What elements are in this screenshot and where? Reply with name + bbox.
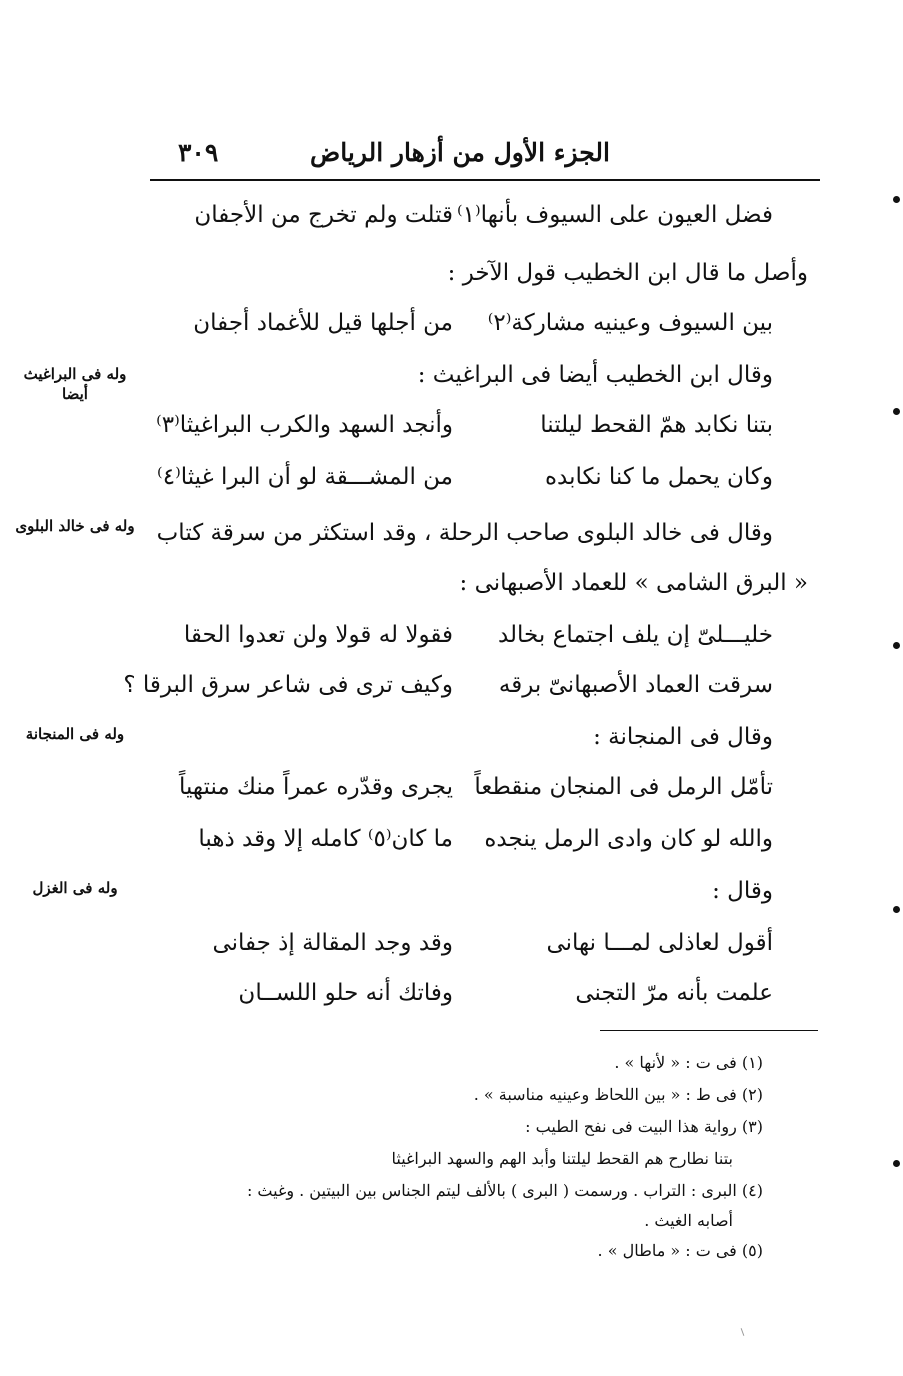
binding-hole-mark	[893, 1160, 900, 1167]
page-header	[150, 138, 820, 178]
verse-hemistich-2: وكيف ترى فى شاعر سرق البرقا ؟	[123, 672, 453, 698]
verse-hemistich-1: فضل العيون على السيوف بأنها⁽١⁾	[457, 202, 773, 228]
binding-hole-mark	[893, 906, 900, 913]
footnote: (٥) فى ت : « ماطال » .	[597, 1241, 763, 1260]
footnote: (٣) رواية هذا البيت فى نفح الطيب :	[525, 1117, 763, 1136]
verse-hemistich-2: قتلت ولم تخرج من الأجفان	[194, 202, 453, 228]
verse-hemistich-1: سرقت العماد الأصبهانىّ برقه	[498, 672, 773, 698]
verse-hemistich-1: بتنا نكابد همّ القحط ليلتنا	[540, 412, 773, 438]
prose-line: وقال فى خالد البلوى صاحب الرحلة ، وقد استكثر من سرقة كتاب	[156, 520, 773, 546]
binding-hole-mark	[893, 196, 900, 203]
verse-hemistich-1: أقول لعاذلى لمـــا نهانى	[546, 930, 773, 956]
prose-line: وقال ابن الخطيب أيضا فى البراغيث :	[417, 362, 773, 388]
verse-hemistich-2: فقولا له قولا ولن تعدوا الحقا	[183, 622, 453, 648]
verse-hemistich-1: خليـــلىّ إن يلف اجتماع بخالد	[497, 622, 773, 648]
prose-line: وقال :	[712, 878, 773, 904]
footnote-verse: بتنا نطارح هم القحط ليلتنا وأبد الهم والسهد البراغيثا	[391, 1149, 733, 1168]
page-number: ٣٠٩	[178, 138, 219, 167]
verse-hemistich-1: علمت بأنه مرّ التجنى	[575, 980, 773, 1006]
verse-hemistich-2: وقد وجد المقالة إذ جفانى	[212, 930, 453, 956]
header-rule	[150, 179, 820, 181]
verse-hemistich-2: يجرى وقدّره عمراً منك منتهياً	[178, 774, 453, 800]
footnote: (٤) البرى : التراب . ورسمت ( البرى ) بالألف ليتم الجناس بين البيتين . وغيث :	[246, 1181, 763, 1200]
prose-line: وقال فى المنجانة :	[593, 724, 773, 750]
verse-hemistich-2: من المشـــقة لو أن البرا غيثا⁽٤⁾	[157, 464, 453, 490]
verse-hemistich-2: وأنجد السهد والكرب البراغيثا⁽٣⁾	[156, 412, 453, 438]
verse-hemistich-1: تأمّل الرمل فى المنجان منقطعاً	[474, 774, 773, 800]
margin-note: وله فى خالد البلوى	[15, 517, 135, 535]
footnote: (٢) فى ط : « بين اللحاظ وعينيه مناسبة » .	[473, 1085, 763, 1104]
verse-hemistich-2: ما كان⁽٥⁾ كامله إلا وقد ذهبا	[198, 826, 453, 852]
footnote: (١) فى ت : « لأنها » .	[614, 1053, 763, 1072]
binding-hole-mark	[893, 642, 900, 649]
running-title: الجزء الأول من أزهار الرياض	[310, 138, 610, 167]
paper-speck	[741, 1328, 745, 1336]
prose-line: وأصل ما قال ابن الخطيب قول الآخر :	[447, 260, 808, 286]
verse-hemistich-2: من أجلها قيل للأغماد أجفان	[193, 310, 453, 336]
verse-hemistich-1: بين السيوف وعينيه مشاركة⁽٢⁾	[487, 310, 773, 336]
verse-hemistich-1: وكان يحمل ما كنا نكابده	[544, 464, 773, 490]
footnote-continuation: أصابه الغيث .	[644, 1211, 733, 1230]
binding-hole-mark	[893, 408, 900, 415]
verse-hemistich-2: وفاتك أنه حلو اللســان	[238, 980, 453, 1006]
footnote-rule	[600, 1030, 818, 1031]
prose-line: « البرق الشامى » للعماد الأصبهانى :	[459, 570, 808, 596]
margin-note: وله فى البراغيث أيضا	[23, 365, 127, 403]
margin-note: وله فى المنجانة	[25, 725, 125, 743]
margin-note: وله فى الغزل	[32, 879, 118, 897]
verse-hemistich-1: والله لو كان وادى الرمل ينجده	[484, 826, 773, 852]
